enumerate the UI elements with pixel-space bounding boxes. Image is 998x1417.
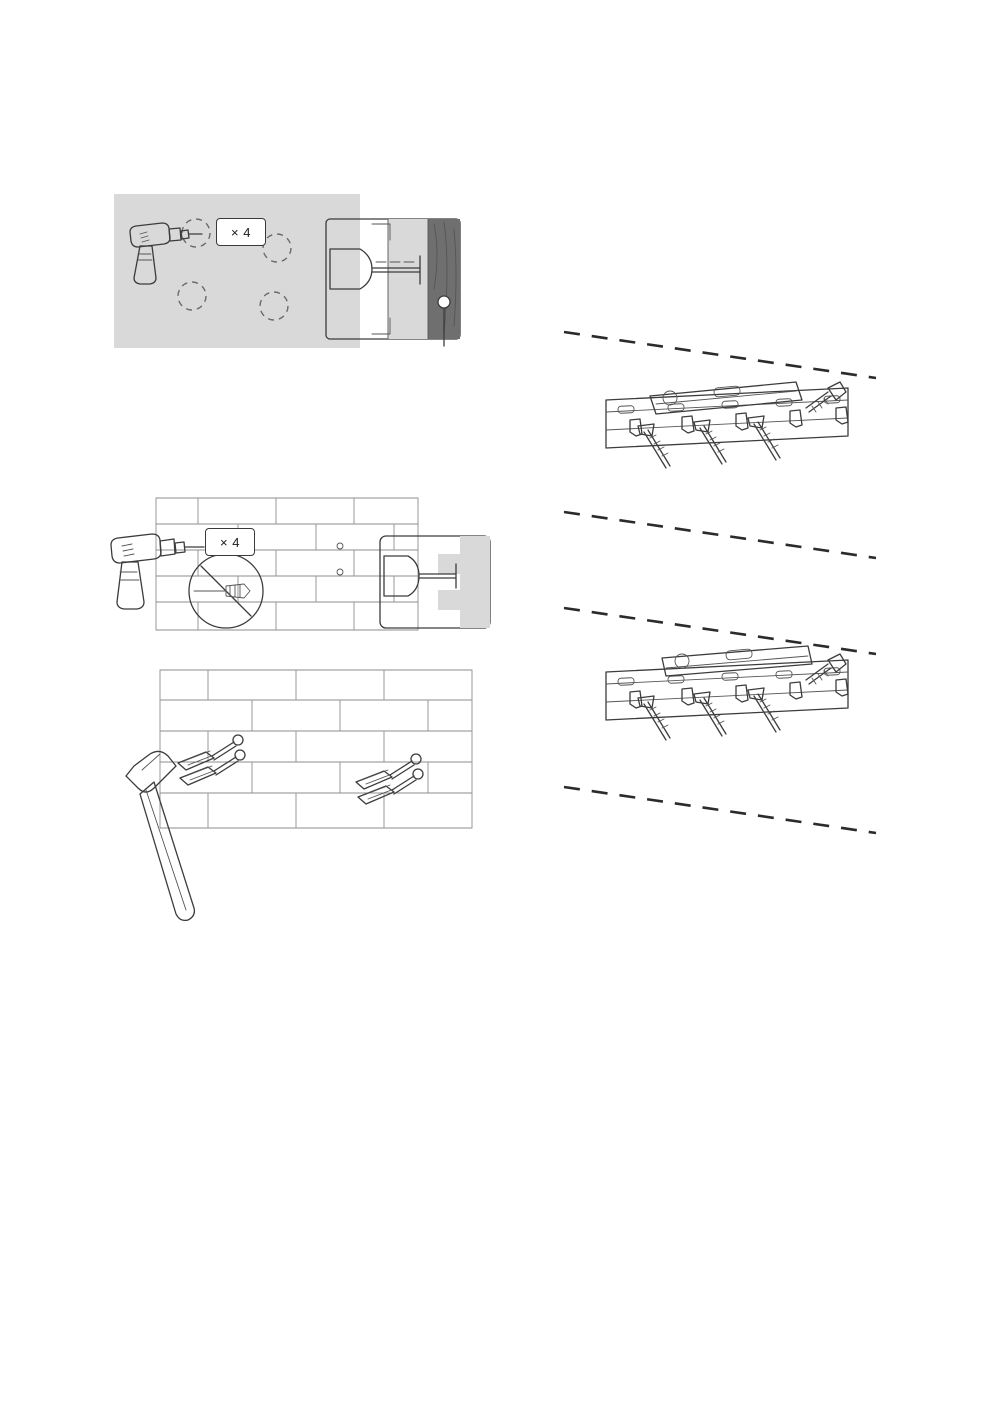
prohibited-hammer-mode-icon (189, 554, 263, 628)
spirit-level-tool (650, 382, 802, 414)
figure-mount-bracket-with-level-lower (596, 630, 896, 770)
figure-drill-into-masonry-wall (108, 498, 498, 648)
figure-hammer-anchors-into-wall (120, 670, 480, 930)
callout-wood-quantity: × 4 (216, 218, 266, 246)
brick-wall-background (156, 498, 418, 630)
brick-wall-background (160, 670, 472, 828)
spirit-level-tool (662, 646, 812, 676)
dashed-separator-middle-upper (560, 500, 880, 570)
wall-mount-bracket (606, 660, 848, 720)
figure-mount-bracket-with-level-upper (596, 360, 896, 500)
figure-drill-into-wood-stud (114, 194, 474, 354)
dashed-separator-bottom (560, 775, 880, 845)
drill-hole-marker (337, 569, 343, 575)
callout-masonry-quantity: × 4 (205, 528, 255, 556)
drill-hole-marker (337, 543, 343, 549)
